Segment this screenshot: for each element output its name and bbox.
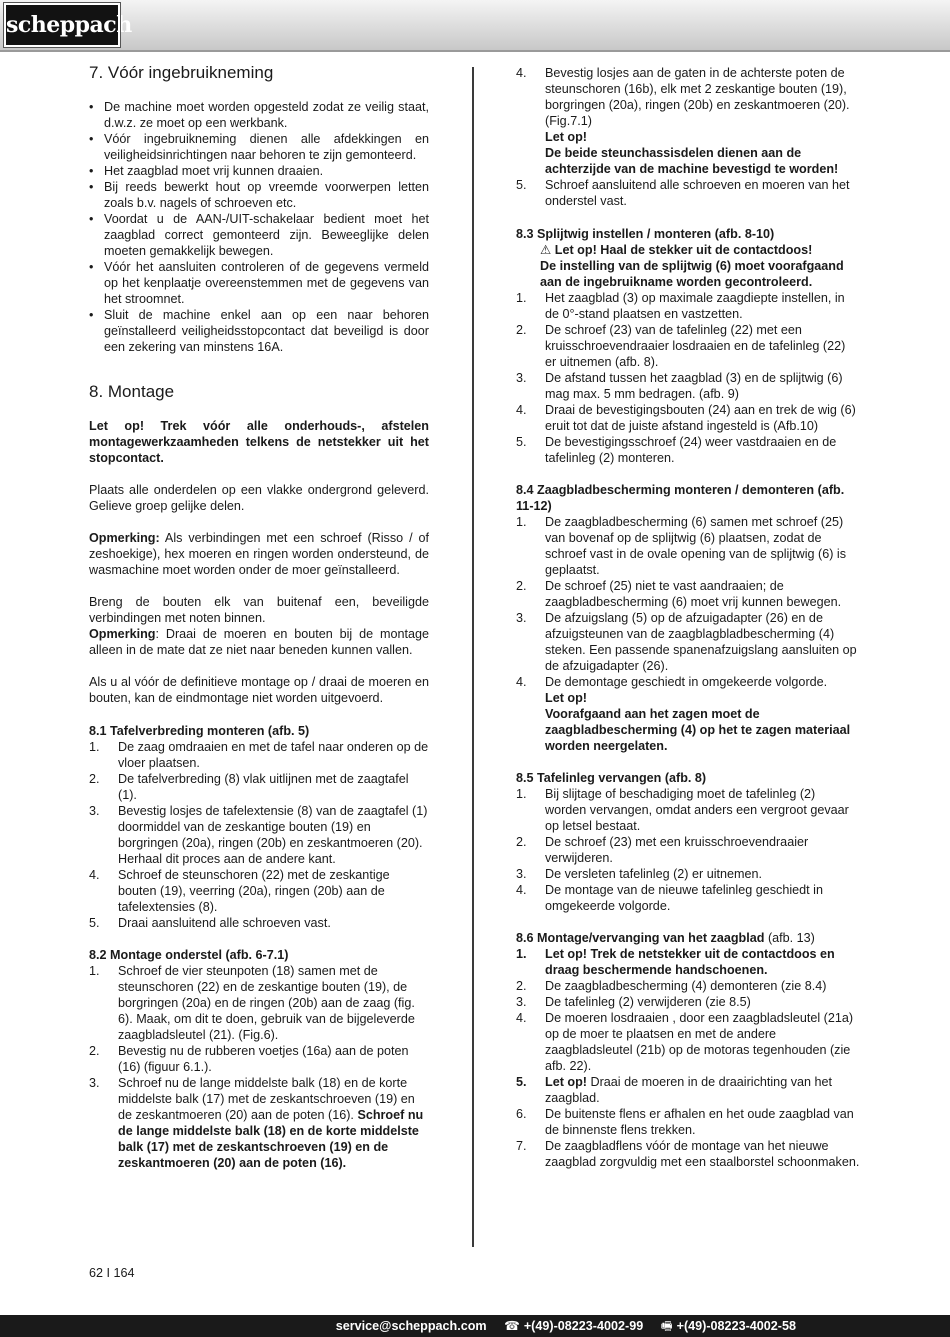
step-number: 2. (89, 1044, 100, 1058)
list-item (516, 514, 860, 578)
step-number: 4. (516, 66, 527, 80)
step-text: Bevestig nu de rubberen voetjes (16a) aan de poten (16) (figuur 6.1.). (118, 1044, 409, 1074)
section-8-paragraph-1: Plaats alle onderdelen op een vlakke ondergrond geleverd. Gelieve groep gelijke delen. (89, 483, 429, 513)
step-text: De schroef (23) van de tafelinleg (22) met een kruisschroevendraaier losdraaien en de tafelinleg (22) er uitnemen (afb. 8). (545, 323, 846, 369)
step-text: Schroef nu de lange middelste balk (18) en de korte middelste balk (17) met de zeskantschroeven (19) en de zeskantmoeren (20) aan de poten (16). (118, 1076, 415, 1122)
section-7-bullets (89, 99, 429, 355)
step-text: De moeren losdraaien , door een zaagbladsleutel (21a) op de moer te plaatsen en met de andere zaagbladsleutel (21b) op de motoras tegenhouden (zie afb. 22). (545, 1011, 854, 1073)
section-7-title: 7. Vóór ingebruikneming (89, 63, 274, 82)
step-number: 2. (89, 772, 100, 786)
step-number: 6. (516, 1107, 527, 1121)
list-item (516, 946, 860, 978)
step-text: De schroef (23) met een kruisschroevendraaier verwijderen. (545, 835, 809, 865)
section-8-2-steps (89, 963, 429, 1075)
section-8-3-steps (516, 290, 860, 466)
step-number: 4. (89, 868, 100, 882)
step-warning-label: Let op! (545, 1075, 587, 1089)
step-number: 1. (89, 964, 100, 978)
step-text-bold: Schroef nu de lange middelste balk (18) en de korte middelste balk (17) met de zeskantschroeven (19) en de zeskantmoeren (20) aan de poten (16). (118, 1108, 424, 1170)
step-text: De versleten tafelinleg (2) er uitnemen. (545, 867, 763, 881)
title-suffix: (afb. 13) (764, 931, 815, 945)
section-8-title: 8. Montage (89, 382, 175, 401)
footer-fax[interactable]: +(49)-08223-4002-58 (676, 1319, 796, 1333)
note-text: Als verbindingen met een schroef (Risso / of zeshoekige), hex moeren en ringen worden ondersteund, de wasmachine moet worden onder de moer geïnstalleerd. (89, 531, 429, 577)
page-header (0, 0, 950, 52)
list-item (516, 402, 860, 434)
list-item (516, 434, 860, 466)
step-text: Draai aansluitend alle schroeven vast. (118, 916, 331, 930)
list-item (516, 1106, 860, 1138)
list-item (516, 786, 860, 834)
step-text: De buitenste flens er afhalen en het oude zaagblad van de binnenste flens trekken. (545, 1107, 854, 1137)
step-text: De zaagbladbescherming (6) samen met schroef (25) van bovenaf op de splijtwig (6) plaatsen, zodat de schroef vast in de ovale opening van de splijtwig (6) is geplaatst. (545, 515, 847, 577)
list-item: • Vóór ingebruikneming dienen alle afdekkingen en veiligheidsinrichtingen naar behoren te zijn gemonteerd. (89, 131, 429, 163)
step-text: Schroef aansluitend alle schroeven en moeren van het onderstel vast. (545, 178, 850, 208)
step-number: 5. (516, 178, 527, 192)
step-number: 2. (516, 323, 527, 337)
step-text: De bevestigingsschroef (24) weer vastdraaien en de tafelinleg (2) monteren. (545, 435, 837, 465)
list-item (516, 65, 860, 177)
step-text: De montage van de nieuwe tafelinleg geschiedt in omgekeerde volgorde. (545, 883, 823, 913)
step-number: 1. (89, 740, 100, 754)
step-text: Draai de bevestigingsbouten (24) aan en trek de wig (6) eruit tot dat de juiste afstand ingesteld is (Afb.10) (545, 403, 856, 433)
left-column (89, 62, 429, 1171)
section-8-warning: Let op! Trek vóór alle onderhouds-, afstelen montagewerkzaamheden telkens de netstekker uit het stopcontact. (89, 419, 429, 465)
step-text: De afzuigslang (5) op de afzuigadapter (26) en de afzuigsteunen van de zaagblagbladbescherming (4) steken. Een passende spanenafzuigslang aansluiten op de afzuigadapter (26). (545, 611, 857, 673)
step-number: 7. (516, 1139, 527, 1153)
list-item: • Vóór het aansluiten controleren of de gegevens vermeld op het kenplaatje overeenstemmen met de gegevens van het stroomnet. (89, 259, 429, 307)
step-number: 3. (516, 867, 527, 881)
step-text: Het zaagblad (3) op maximale zaagdiepte instellen, in de 0°-stand plaatsen en vastzetten. (545, 291, 845, 321)
list-item (516, 578, 860, 610)
list-item (516, 834, 860, 866)
list-item (516, 882, 860, 914)
footer-email[interactable]: service@scheppach.com (335, 1319, 487, 1333)
step-text: De zaagbladbescherming (4) demonteren (zie 8.4) (545, 979, 827, 993)
list-item (516, 370, 860, 402)
step-number: 1. (516, 787, 527, 801)
section-8-1-title: 8.1 Tafelverbreding monteren (afb. 5) (89, 724, 310, 738)
step-number: 2. (516, 579, 527, 593)
step-number: 5. (516, 1075, 527, 1089)
title-text: 8.6 Montage/vervanging van het zaagblad (516, 931, 765, 945)
note-text: : Draai de moeren en bouten bij de montage alleen in de mate dat ze niet naar beneden kunnen vallen. (89, 627, 429, 657)
section-8-5-steps (516, 786, 860, 914)
step-text: De demontage geschiedt in omgekeerde volgorde. (545, 675, 828, 689)
step-text: De zaagbladflens vóór de montage van het nieuwe zaagblad zorgvuldig met een staalborstel schoonmaken. (545, 1139, 860, 1169)
section-8-6-steps (516, 978, 860, 1074)
section-8-6-title (516, 930, 860, 946)
phone-icon: ☎ (504, 1319, 520, 1333)
right-column (516, 65, 860, 1170)
step-text: De schroef (25) niet te vast aandraaien; de zaagbladbescherming (6) moet vrij kunnen bewegen. (545, 579, 842, 609)
list-item (89, 1075, 429, 1171)
step-number: 4. (516, 403, 527, 417)
section-8-4-step-4 (516, 674, 860, 754)
step-number: 1. (516, 947, 527, 961)
section-8-6-step-5 (516, 1074, 860, 1106)
section-8-paragraph-3: Als u al vóór de definitieve montage op / draai de moeren en bouten, kan de eindmontage niet worden uitgevoerd. (89, 675, 429, 705)
step-text: Bij slijtage of beschadiging moet de tafelinleg (2) worden vervangen, omdat anders een vergroot gevaar op letsel bestaat. (545, 787, 849, 833)
list-item (89, 739, 429, 771)
section-8-3-warning-2: De instelling van de splijtwig (6) moet voorafgaand aan de ingebruikname worden gecontroleerd. (540, 259, 844, 289)
warning-text: Let op! Haal de stekker uit de contactdoos! (551, 243, 813, 257)
step-number: 3. (516, 611, 527, 625)
list-item: • Bij reeds bewerkt hout op vreemde voorwerpen letten zoals b.v. nagels of schroeven etc. (89, 179, 429, 211)
step-text: De tafelverbreding (8) vlak uitlijnen met de zaagtafel (1). (118, 772, 409, 802)
step-number: 4. (516, 883, 527, 897)
section-8-3-warning (516, 242, 860, 258)
section-8-6-step-1 (516, 946, 860, 978)
step-number: 1. (516, 515, 527, 529)
list-item (516, 322, 860, 370)
section-8-paragraph-2: Breng de bouten elk van buitenaf een, beveiligde verbindingen met noten binnen. (89, 595, 429, 625)
section-8-note-2 (89, 626, 429, 658)
step-number: 5. (89, 916, 100, 930)
list-item (89, 1043, 429, 1075)
list-item (516, 1138, 860, 1170)
page-footer (0, 1315, 950, 1337)
list-item (516, 1074, 860, 1106)
section-8-1-steps (89, 739, 429, 931)
step-text: Let op! Trek de netstekker uit de contactdoos en draag beschermende handschoenen. (545, 947, 835, 977)
step-text: Bevestig losjes aan de gaten in de achterste poten de steunschoren (16b), elk met 2 zeskantige bouten (19), borgringen (20a), ringen (20b) en zeskantmoeren (20). (Fig.7.1) (545, 66, 850, 128)
step-text: De afstand tussen het zaagblad (3) en de splijtwig (6) mag max. 5 mm bedragen. (afb. 9) (545, 371, 843, 401)
list-item (516, 610, 860, 674)
list-item (89, 963, 429, 1043)
note-label: Opmerking: (89, 531, 160, 545)
section-8-note-1 (89, 530, 429, 578)
section-8-3-title: 8.3 Splijtwig instellen / monteren (afb. 8-10) (516, 227, 775, 241)
step-number: 2. (516, 835, 527, 849)
list-item (516, 177, 860, 209)
list-item: • Het zaagblad moet vrij kunnen draaien. (89, 163, 429, 179)
step-text: Bevestig losjes de tafelextensie (8) van de zaagtafel (1) doormiddel van de zeskantige bouten (19) en borgringen (20a), ringen (20b) en zeskantmoeren (20). Herhaal dit proces aan de andere kant. (118, 804, 428, 866)
list-item (516, 1010, 860, 1074)
step-warning-text: De beide steunchassisdelen dienen aan de achterzijde van de machine bevestigd te worden! (545, 146, 839, 176)
list-item (516, 290, 860, 322)
scheppach-logo: scheppach (4, 3, 120, 47)
section-8-2-steps-continued (516, 65, 860, 209)
list-item (89, 867, 429, 915)
step-number: 3. (516, 371, 527, 385)
step-number: 3. (89, 1076, 100, 1090)
step-number: 4. (516, 1011, 527, 1025)
section-8-2-title: 8.2 Montage onderstel (afb. 6-7.1) (89, 948, 289, 962)
step-text: De zaag omdraaien en met de tafel naar onderen op de vloer plaatsen. (118, 740, 429, 770)
list-item (516, 994, 860, 1010)
section-8-2-step-3 (89, 1075, 429, 1171)
list-item: • Sluit de machine enkel aan op een naar behoren geïnstalleerd veiligheidsstopcontact dat beveiligd is door een zekering van minstens 16A. (89, 307, 429, 355)
step-number: 2. (516, 979, 527, 993)
list-item (516, 674, 860, 754)
step-text: Schroef de steunschoren (22) met de zeskantige bouten (19), veerring (20a), ringen (20b) aan de tafelextensies (8). (118, 868, 390, 914)
step-number: 3. (516, 995, 527, 1009)
list-item (89, 915, 429, 931)
list-item: • Voordat u de AAN-/UIT-schakelaar bedient moet het zaagblad correct gemonteerd zijn. Beweeglijke delen moeten gemakkelijk bewegen. (89, 211, 429, 259)
step-text: Schroef de vier steunpoten (18) samen met de steunschoren (22) en de zeskantige bouten (19), de borgringen (20a) en de ringen (20b) aan de zaag (fig. 6). Maak, om dit te doen, gebruik van de bijgeleverde zaagbladsleutel (21). (Fig.6). (118, 964, 415, 1042)
step-warning-text: Voorafgaand aan het zagen moet de zaagbladbescherming (4) op het te zagen materiaal worden neergelaten. (545, 707, 851, 753)
step-warning-label: Let op! (545, 691, 587, 705)
page-number: 62 I 164 (89, 1266, 135, 1280)
step-number: 3. (89, 804, 100, 818)
step-warning-label: Let op! (545, 130, 587, 144)
step-number: 5. (516, 435, 527, 449)
section-8-6-steps-continued (516, 1106, 860, 1170)
list-item (516, 866, 860, 882)
footer-phone[interactable]: +(49)-08223-4002-99 (523, 1319, 644, 1333)
step-number: 1. (516, 291, 527, 305)
note-label: Opmerking (89, 627, 156, 641)
step-number: 4. (516, 675, 527, 689)
section-8-5-title: 8.5 Tafelinleg vervangen (afb. 8) (516, 771, 707, 785)
step-text: De tafelinleg (2) verwijderen (zie 8.5) (545, 995, 751, 1009)
footer-contacts (336, 1315, 796, 1337)
section-8-4-steps (516, 514, 860, 674)
list-item: • De machine moet worden opgesteld zodat ze veilig staat, d.w.z. ze moet op een werkbank. (89, 99, 429, 131)
fax-icon: 🖷 (660, 1319, 673, 1333)
list-item (516, 978, 860, 994)
warning-icon: ⚠ (540, 243, 552, 257)
list-item (89, 771, 429, 803)
list-item (89, 803, 429, 867)
step-text: Draai de moeren in de draairichting van het zaagblad. (545, 1075, 833, 1105)
section-8-4-title: 8.4 Zaagbladbescherming monteren / demonteren (afb. 11-12) (516, 483, 845, 513)
column-divider (472, 67, 474, 1247)
